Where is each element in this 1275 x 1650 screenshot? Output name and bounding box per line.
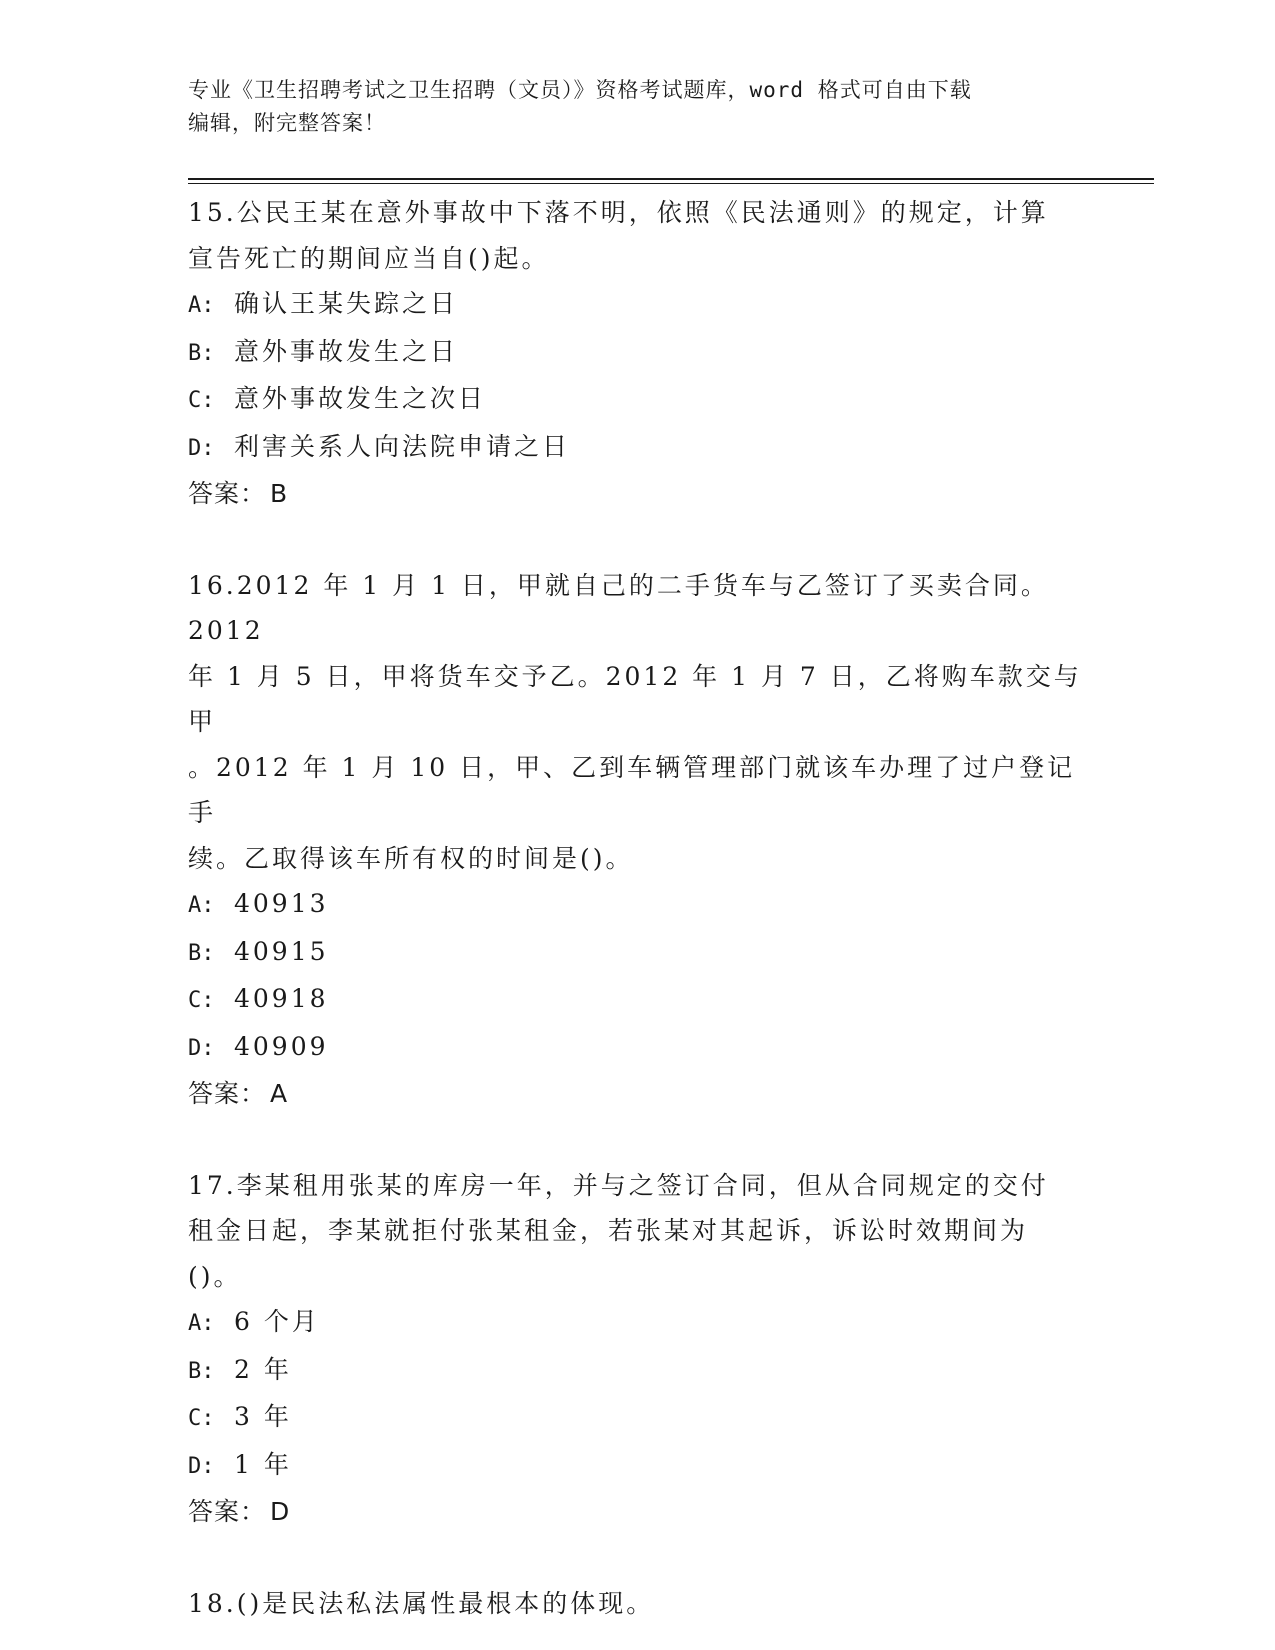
option-key: C: xyxy=(188,988,215,1013)
answer-option xyxy=(188,881,1088,929)
question-stem-line: 宣告死亡的期间应当自()起。 xyxy=(188,243,550,273)
question-list xyxy=(188,190,1088,1626)
answer-label: 答案： xyxy=(188,1079,267,1108)
answer-option xyxy=(188,281,1088,329)
option-key: D: xyxy=(188,1453,215,1479)
header-divider xyxy=(188,178,1154,180)
option-text: 意外事故发生之日 xyxy=(234,336,459,366)
answer-option xyxy=(188,929,1088,977)
question-block xyxy=(188,1581,1088,1627)
option-key: B: xyxy=(188,340,215,366)
option-text: 6 个月 xyxy=(234,1307,320,1336)
question-spacer xyxy=(188,1535,1088,1581)
header-divider-thin xyxy=(188,183,1154,184)
answer-option xyxy=(188,376,1088,424)
answer-option xyxy=(188,1299,1088,1347)
question-stem-line: 年 1 月 5 日，甲将货车交予乙。2012 年 1 月 7 日，乙将购车款交与甲 xyxy=(188,661,1082,736)
option-key: C: xyxy=(188,1406,215,1431)
answer-line xyxy=(188,1071,1088,1117)
option-text: 40918 xyxy=(234,984,329,1013)
option-text: 确认王某失踪之日 xyxy=(234,289,459,318)
question-stem-line: 租金日起，李某就拒付张某租金，若张某对其起诉，诉讼时效期间为 xyxy=(188,1216,1029,1245)
answer-option xyxy=(188,976,1088,1024)
answer-value: A xyxy=(270,1079,289,1108)
option-key: B: xyxy=(188,1358,215,1384)
option-text: 3 年 xyxy=(234,1402,292,1431)
question-stem-line: 18.()是民法私法属性最根本的体现。 xyxy=(188,1588,655,1618)
answer-option xyxy=(188,1442,1088,1490)
option-key: A: xyxy=(188,293,215,318)
question-stem-line: 15.公民王某在意外事故中下落不明，依照《民法通则》的规定，计算 xyxy=(188,198,1049,227)
question-stem-line: 续。乙取得该车所有权的时间是()。 xyxy=(188,843,634,873)
answer-option xyxy=(188,329,1088,377)
option-text: 利害关系人向法院申请之日 xyxy=(234,431,571,461)
option-key: C: xyxy=(188,388,215,413)
option-key: D: xyxy=(188,435,215,461)
option-text: 40913 xyxy=(234,889,329,918)
option-key: D: xyxy=(188,1035,215,1061)
question-spacer xyxy=(188,517,1088,563)
question-stem-line: ()。 xyxy=(188,1261,242,1291)
option-text: 40909 xyxy=(234,1031,329,1061)
option-text: 1 年 xyxy=(234,1449,292,1479)
answer-line xyxy=(188,471,1088,517)
header-line: 专业《卫生招聘考试之卫生招聘（文员）》资格考试题库，word 格式可自由下载 xyxy=(188,78,972,102)
header-line: 编辑，附完整答案！ xyxy=(188,111,386,135)
answer-option xyxy=(188,424,1088,472)
answer-label: 答案： xyxy=(188,1497,267,1526)
question-stem-line: 。2012 年 1 月 10 日，甲、乙到车辆管理部门就该车办理了过户登记手 xyxy=(188,752,1076,827)
option-key: A: xyxy=(188,1311,215,1336)
answer-line xyxy=(188,1489,1088,1535)
question-block xyxy=(188,563,1088,1163)
answer-value: B xyxy=(270,479,289,508)
question-block xyxy=(188,190,1088,563)
answer-option xyxy=(188,1347,1088,1395)
answer-value: D xyxy=(270,1497,291,1526)
option-text: 2 年 xyxy=(234,1354,292,1384)
question-stem-line: 16.2012 年 1 月 1 日，甲就自己的二手货车与乙签订了买卖合同。2012 xyxy=(188,570,1049,645)
answer-option xyxy=(188,1394,1088,1442)
document-header xyxy=(188,74,1068,140)
option-text: 40915 xyxy=(234,936,329,966)
option-key: B: xyxy=(188,940,215,966)
answer-label: 答案： xyxy=(188,479,267,508)
option-key: A: xyxy=(188,893,215,918)
answer-option xyxy=(188,1024,1088,1072)
question-block xyxy=(188,1163,1088,1581)
question-spacer xyxy=(188,1117,1088,1163)
option-text: 意外事故发生之次日 xyxy=(234,384,487,413)
question-stem-line: 17.李某租用张某的库房一年，并与之签订合同，但从合同规定的交付 xyxy=(188,1170,1049,1200)
